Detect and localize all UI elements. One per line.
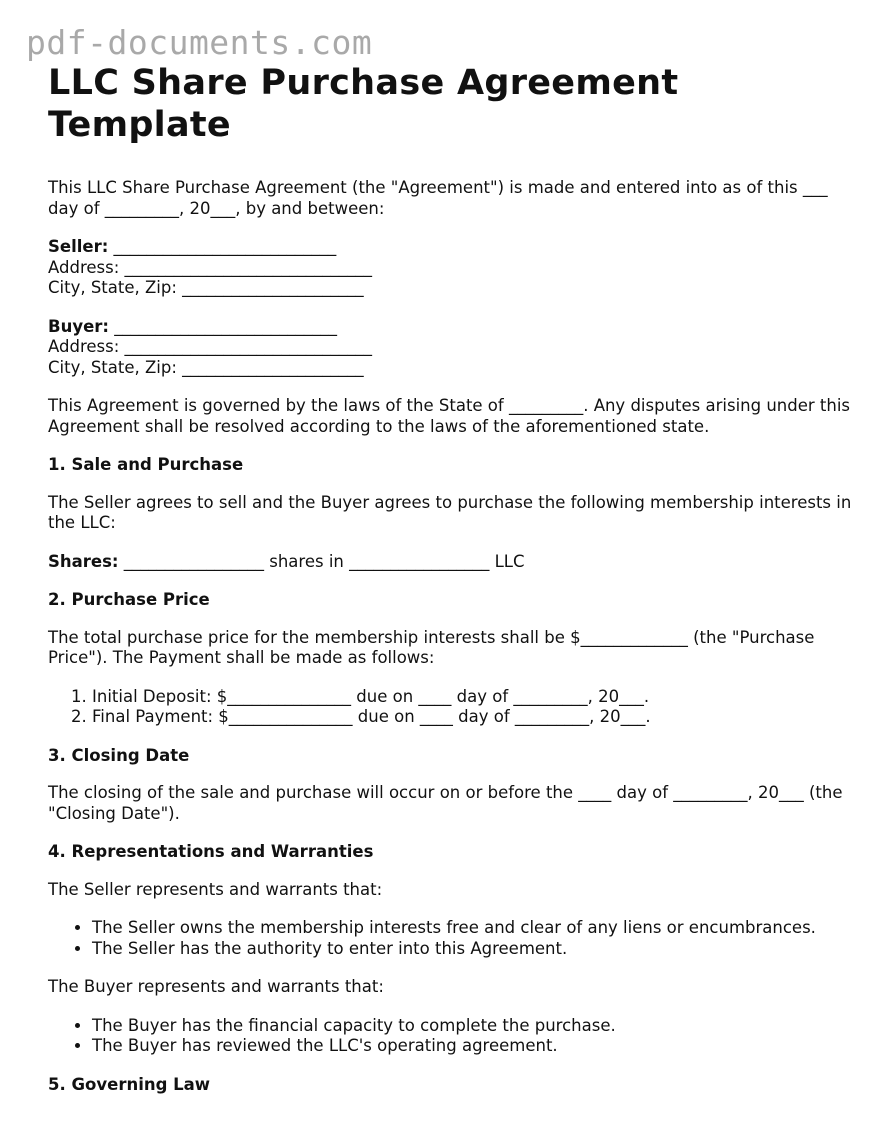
seller-city: City, State, Zip: ______________________ [48,278,364,297]
payment-list [48,687,858,728]
seller-label: Seller: [48,237,109,256]
list-item: • The Seller owns the membership interests free and clear of any liens or encumbrances. [92,918,858,939]
section-1-heading: 1. Sale and Purchase [48,455,244,474]
seller-block [48,237,858,299]
seller-warranties-intro: The Seller represents and warrants that: [48,879,383,899]
buyer-label: Buyer: [48,316,110,336]
list-item: • The Seller has the authority to enter into this Agreement. [92,939,858,960]
section-4-heading: 4. Representations and Warranties [48,842,374,861]
list-item: 1. Initial Deposit: $_______________ due on ____ day of _________, 20___. [92,687,858,708]
section-3-body: The closing of the sale and purchase will occur on or before the ____ day of _________, 20___ (the "Closing Date"). [48,783,843,823]
seller-warranties-list [48,918,858,959]
governing-intro-paragraph: This Agreement is governed by the laws of the State of _________. Any disputes arising under this Agreement shall be resolved according to the laws of the aforementioned state. [48,396,851,436]
document-title: LLC Share Purchase Agreement Template [48,63,679,145]
shares-text: _________________ shares in _________________ LLC [118,551,525,571]
intro-paragraph: This LLC Share Purchase Agreement (the "Agreement") is made and entered into as of this ___ day of _________, 20___, by and between: [48,178,828,218]
watermark: pdf-documents.com [26,23,373,62]
buyer-warranties-intro: The Buyer represents and warrants that: [48,977,384,996]
section-3-heading: 3. Closing Date [48,745,190,765]
buyer-name-blank: ___________________________ [109,316,338,336]
list-item: 2. Final Payment: $_______________ due on ____ day of _________, 20___. [92,707,858,728]
buyer-warranties-list [48,1016,858,1057]
list-item: • The Buyer has reviewed the LLC's operating agreement. [92,1036,858,1057]
section-1-body: The Seller agrees to sell and the Buyer agrees to purchase the following membership interests in the LLC: [48,492,852,532]
buyer-city: City, State, Zip: ______________________ [48,357,364,377]
document-page [48,62,858,1112]
section-2-body: The total purchase price for the membership interests shall be $_____________ (the "Purchase Price"). The Payment shall be made as follows: [48,627,815,667]
seller-address: Address: ______________________________ [48,257,373,277]
section-5-heading: 5. Governing Law [48,1074,211,1094]
shares-label: Shares: [48,551,119,571]
seller-name-blank: ___________________________ [108,237,337,256]
buyer-address: Address: ______________________________ [48,337,373,356]
buyer-block [48,317,858,379]
section-2-heading: 2. Purchase Price [48,590,210,609]
shares-line [48,552,858,573]
list-item: • The Buyer has the financial capacity to complete the purchase. [92,1016,858,1037]
